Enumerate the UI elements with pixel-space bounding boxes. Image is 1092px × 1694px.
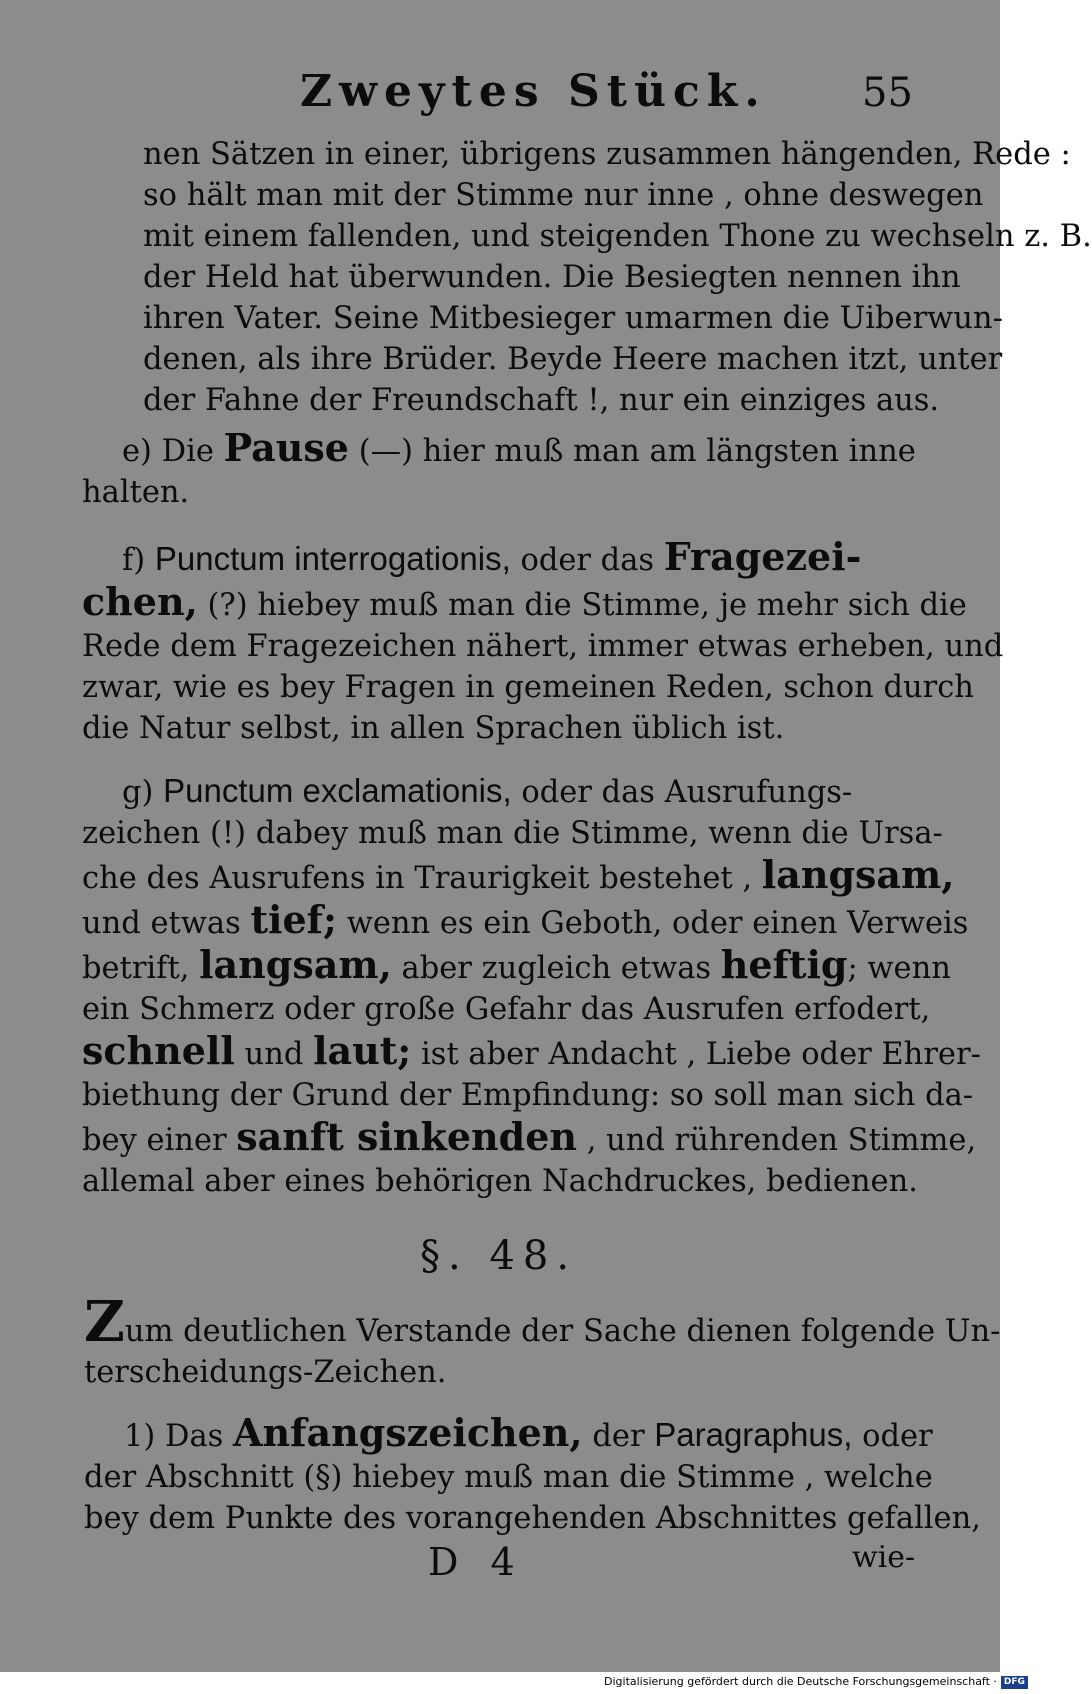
text-span: der <box>592 1419 645 1454</box>
term-heftig: heftig <box>720 942 848 987</box>
text-span: oder das Ausrufungs- <box>521 775 853 810</box>
latin-term: Paragraphus, <box>654 1416 853 1453</box>
text-span: oder das <box>520 543 655 578</box>
drop-cap: Z <box>84 1289 125 1355</box>
catchword: wie- <box>852 1540 916 1575</box>
text-line: ihren Vater. Seine Mitbesieger umarmen die Uiberwun- <box>143 301 1003 336</box>
text-span: und etwas <box>82 906 241 941</box>
paragraph-1 <box>84 1412 981 1539</box>
text-line <box>84 1289 1001 1355</box>
text-span: (—) hier muß man am längsten inne <box>358 434 916 469</box>
text-line <box>82 770 981 813</box>
credit-text: Digitalisierung gefördert durch die Deutsche Forschungsgemeinschaft · <box>604 1675 997 1688</box>
text-span: betrift, <box>82 951 190 986</box>
text-line <box>82 1116 981 1161</box>
text-line: Rede dem Fragezeichen nähert, immer etwas erheben, und <box>82 629 1004 664</box>
paragraph-e <box>82 427 916 513</box>
text-span: e) Die <box>122 434 214 469</box>
text-line <box>82 854 981 899</box>
term-pause: Pause <box>223 425 349 470</box>
text-line: nen Sätzen in einer, übrigens zusammen hängenden, Rede : <box>143 137 1071 172</box>
text-line: ein Schmerz oder große Gefahr das Ausrufen erfodert, <box>82 992 931 1027</box>
text-line: so hält man mit der Stimme nur inne , ohne deswegen <box>143 178 984 213</box>
text-span: wenn es ein Geboth, oder einen Verweis <box>346 906 969 941</box>
text-span: ; wenn <box>847 951 951 986</box>
term-schnell: schnell <box>82 1028 235 1073</box>
text-span: und <box>244 1037 304 1072</box>
text-line: zwar, wie es bey Fragen in gemeinen Reden, schon durch <box>82 670 974 705</box>
text-line <box>84 1412 981 1457</box>
text-line: allemal aber eines behörigen Nachdruckes, bedienen. <box>82 1164 918 1199</box>
term-sanft-sinkenden: sanft sinkenden <box>236 1114 578 1159</box>
text-span: , und rührenden Stimme, <box>586 1123 977 1158</box>
section-heading: §. 48. <box>420 1233 578 1279</box>
page-number: 55 <box>862 70 913 116</box>
term-laut: laut; <box>313 1028 412 1073</box>
text-line <box>82 944 981 989</box>
text-line: denen, als ihre Brüder. Beyde Heere machen itzt, unter <box>143 342 1003 377</box>
text-span: bey einer <box>82 1123 227 1158</box>
text-line: halten. <box>82 475 190 510</box>
term-langsam: langsam, <box>199 942 392 987</box>
text-line <box>82 1030 981 1075</box>
text-span: 1) Das <box>124 1419 224 1454</box>
text-line: mit einem fallenden, und steigenden Thone zu wechseln z. B. <box>143 219 1092 254</box>
text-span: g) <box>122 775 154 810</box>
text-line: die Natur selbst, in allen Sprachen üblich ist. <box>82 711 785 746</box>
text-span: um deutlichen Verstande der Sache dienen folgende Un- <box>124 1314 1001 1349</box>
signature-mark: D 4 <box>428 1540 525 1584</box>
text-span: f) <box>122 543 146 578</box>
text-line: der Abschnitt (§) hiebey muß man die Stimme , welche <box>84 1460 933 1495</box>
term-langsam: langsam, <box>761 852 955 897</box>
latin-term: Punctum interrogationis, <box>154 540 511 577</box>
text-span: ist aber Andacht , Liebe oder Ehrer- <box>421 1037 981 1072</box>
term-fragezeichen: Fragezei- <box>663 534 862 579</box>
paragraph-d-continued <box>143 134 1092 421</box>
text-line <box>82 899 981 944</box>
text-line: terscheidungs-Zeichen. <box>84 1355 447 1390</box>
paragraph-g <box>82 770 981 1202</box>
text-span: che des Ausrufens in Traurigkeit bestehet , <box>82 861 753 896</box>
term-anfangszeichen: Anfangszeichen, <box>233 1410 583 1455</box>
latin-term: Punctum exclamationis, <box>163 772 512 809</box>
text-line: bey dem Punkte des vorangehenden Abschnittes gefallen, <box>84 1501 981 1536</box>
dfg-logo-icon: DFG <box>1001 1676 1028 1689</box>
text-line <box>82 536 1003 581</box>
text-line: zeichen (!) dabey muß man die Stimme, wenn die Ursa- <box>82 816 943 851</box>
paragraph-f <box>82 536 1003 749</box>
text-span: (?) hiebey muß man die Stimme, je mehr sich die <box>207 588 967 623</box>
term-fragezeichen-cont: chen, <box>82 579 198 624</box>
text-line <box>82 581 1003 626</box>
text-line: der Held hat überwunden. Die Besiegten nennen ihn <box>143 260 961 295</box>
text-line: der Fahne der Freundschaft !, nur ein einziges aus. <box>143 383 940 418</box>
text-line: biethung der Grund der Empfindung: so soll man sich da- <box>82 1078 974 1113</box>
running-title: Zweytes Stück. <box>300 66 767 117</box>
term-tief: tief; <box>250 897 338 942</box>
digitization-credit <box>604 1675 1025 1689</box>
text-line <box>82 427 916 472</box>
paragraph-48 <box>84 1289 1001 1393</box>
text-span: aber zugleich etwas <box>401 951 712 986</box>
text-span: oder <box>862 1419 933 1454</box>
